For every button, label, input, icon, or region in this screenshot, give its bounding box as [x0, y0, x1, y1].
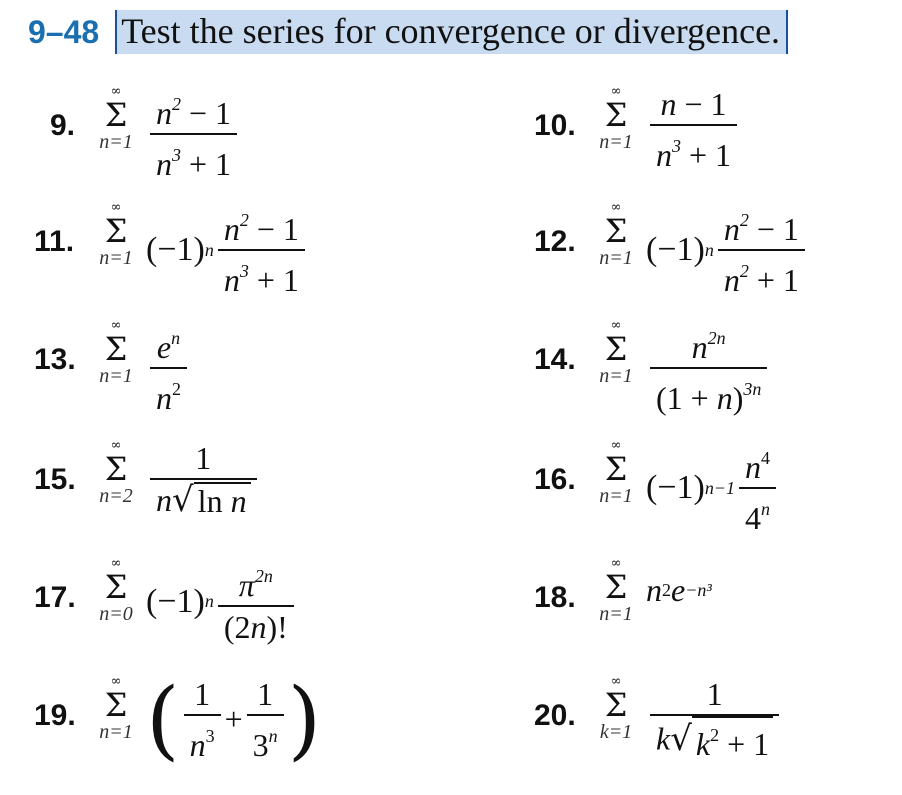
problem-10 — [534, 82, 894, 192]
summation-symbol: ∞ Σ n=1 — [99, 84, 133, 153]
problem-number: 9. — [50, 109, 76, 142]
series-term: $\frac{e^n}{n^2}$ — [146, 318, 191, 418]
series-term: 1 n √ ln n — [146, 438, 261, 520]
problem-16 — [534, 436, 894, 546]
problem-13 — [34, 316, 334, 426]
instruction-text[interactable]: Test the series for convergence or divergence. — [115, 10, 788, 54]
problem-number: 16. — [534, 463, 576, 496]
summation-symbol: ∞ Σ n=1 — [599, 438, 633, 507]
summation-symbol: ∞ Σ n=1 — [99, 674, 133, 743]
series-term: (−1) n−1 $\frac{n^4}{4^n}$ — [646, 438, 780, 538]
exercise-header — [28, 8, 788, 56]
problem-number: 12. — [534, 225, 576, 258]
problem-17 — [34, 554, 434, 664]
problem-number: 19. — [34, 699, 76, 732]
summation-symbol: ∞ Σ n=1 — [599, 318, 633, 387]
series-term: (−1) n $\frac{n^2 - 1}{n^2 + 1}$ — [646, 200, 809, 300]
summation-symbol: ∞ Σ k=1 — [599, 674, 633, 743]
problem-number: 18. — [534, 581, 576, 614]
summation-symbol: ∞ Σ n=1 — [99, 318, 133, 387]
summation-symbol: ∞ Σ n=1 — [99, 200, 133, 269]
problem-12 — [534, 198, 894, 308]
series-term: 1 k √ $k^2 + 1$ — [646, 674, 783, 761]
problem-number: 14. — [534, 343, 576, 376]
problem-number: 13. — [34, 343, 76, 376]
summation-symbol: ∞ Σ n=1 — [599, 200, 633, 269]
series-term: (−1) n $\frac{\pi^{2n}}{(2n)!}$ — [146, 556, 298, 647]
series-term: ( $\frac{1}{n^3}$ + $\frac{1}{3^n}$ ) — [146, 669, 322, 770]
problem-9 — [50, 82, 430, 192]
exercise-range: 9–48 — [28, 13, 100, 50]
problem-19 — [34, 669, 434, 782]
summation-symbol: ∞ Σ n=1 — [599, 556, 633, 625]
series-term: n 2 e −n³ — [646, 572, 712, 608]
problem-15 — [34, 436, 394, 546]
problem-number: 10. — [534, 109, 576, 142]
summation-symbol: ∞ Σ n=1 — [599, 84, 633, 153]
problem-number: 20. — [534, 699, 576, 732]
series-term: $\frac{n - 1}{n^3 + 1}$ — [646, 84, 741, 175]
summation-symbol: ∞ Σ n=0 — [99, 556, 133, 625]
problem-14 — [534, 316, 894, 426]
problem-11 — [34, 198, 434, 308]
problem-number: 11. — [34, 225, 75, 258]
problem-number: 17. — [34, 581, 76, 614]
summation-symbol: ∞ Σ n=2 — [99, 438, 133, 507]
series-term: $\frac{n^{2n}}{(1 + n)^{3n}}$ — [646, 318, 771, 418]
problem-18 — [534, 554, 894, 664]
problem-20 — [534, 672, 894, 782]
series-term: $\frac{n^2 - 1}{n^3 + 1}$ — [146, 84, 241, 184]
problem-number: 15. — [34, 463, 76, 496]
series-term: (−1) n $\frac{n^2 - 1}{n^3 + 1}$ — [146, 200, 309, 300]
